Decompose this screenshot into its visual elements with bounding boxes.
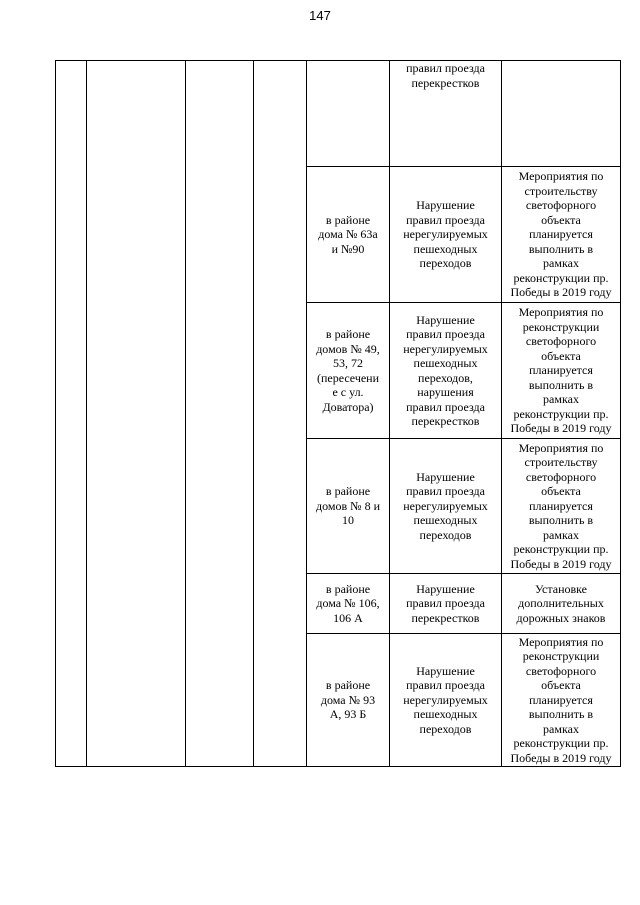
location-text: в районе дома № 93 А, 93 Б bbox=[320, 678, 376, 722]
table-row bbox=[56, 61, 621, 167]
location-cell bbox=[307, 574, 390, 634]
violation-cell bbox=[390, 634, 502, 767]
violation-cell bbox=[390, 61, 502, 167]
empty-cell bbox=[56, 61, 87, 767]
empty-cell bbox=[254, 61, 307, 767]
measures-cell bbox=[502, 61, 621, 167]
measures-text: Мероприятия по реконструкции светофорного объекта планируется выполнить в рамках реконструкции пр. Победы в 2019 году bbox=[510, 305, 612, 436]
violation-text: Нарушение правил проезда нерегулируемых пешеходных переходов bbox=[403, 469, 488, 542]
location-text: в районе домов № 49, 53, 72 (пересечени е с ул. Доватора) bbox=[316, 327, 380, 414]
measures-cell bbox=[502, 167, 621, 303]
measures-cell bbox=[502, 303, 621, 439]
location-cell bbox=[307, 439, 390, 574]
measures-text: Установке дополнительных дорожных знаков bbox=[516, 581, 606, 625]
measures-text: Мероприятия по строительству светофорного объекта планируется выполнить в рамках реконструкции пр. Победы в 2019 году bbox=[510, 440, 612, 571]
measures-cell bbox=[502, 634, 621, 767]
measures-text: Мероприятия по реконструкции светофорного объекта планируется выполнить в рамках реконструкции пр. Победы в 2019 году bbox=[510, 634, 612, 765]
violation-cell bbox=[390, 167, 502, 303]
measures-cell bbox=[502, 574, 621, 634]
location-text: в районе домов № 8 и 10 bbox=[315, 484, 380, 528]
violation-text: Нарушение правил проезда нерегулируемых пешеходных переходов, нарушения правил проезда перекрестков bbox=[403, 312, 488, 428]
location-cell bbox=[307, 303, 390, 439]
violation-text: Нарушение правил проезда нерегулируемых пешеходных переходов bbox=[403, 198, 488, 271]
violation-text: Нарушение правил проезда нерегулируемых пешеходных переходов bbox=[403, 663, 488, 736]
empty-cell bbox=[186, 61, 254, 767]
location-cell bbox=[307, 167, 390, 303]
location-text: в районе дома № 106, 106 А bbox=[316, 581, 380, 625]
measures-cell bbox=[502, 439, 621, 574]
violation-text: правил проезда перекрестков bbox=[406, 61, 485, 90]
violation-cell bbox=[390, 574, 502, 634]
violation-cell bbox=[390, 439, 502, 574]
location-cell bbox=[307, 634, 390, 767]
measures-text: Мероприятия по строительству светофорного объекта планируется выполнить в рамках реконструкции пр. Победы в 2019 году bbox=[510, 169, 612, 300]
data-table bbox=[55, 60, 621, 767]
location-text: в районе дома № 63а и №90 bbox=[318, 212, 378, 256]
page-number: 147 bbox=[309, 8, 331, 23]
empty-cell bbox=[87, 61, 186, 767]
violation-cell bbox=[390, 303, 502, 439]
violation-text: Нарушение правил проезда перекрестков bbox=[406, 581, 485, 625]
location-cell bbox=[307, 61, 390, 167]
